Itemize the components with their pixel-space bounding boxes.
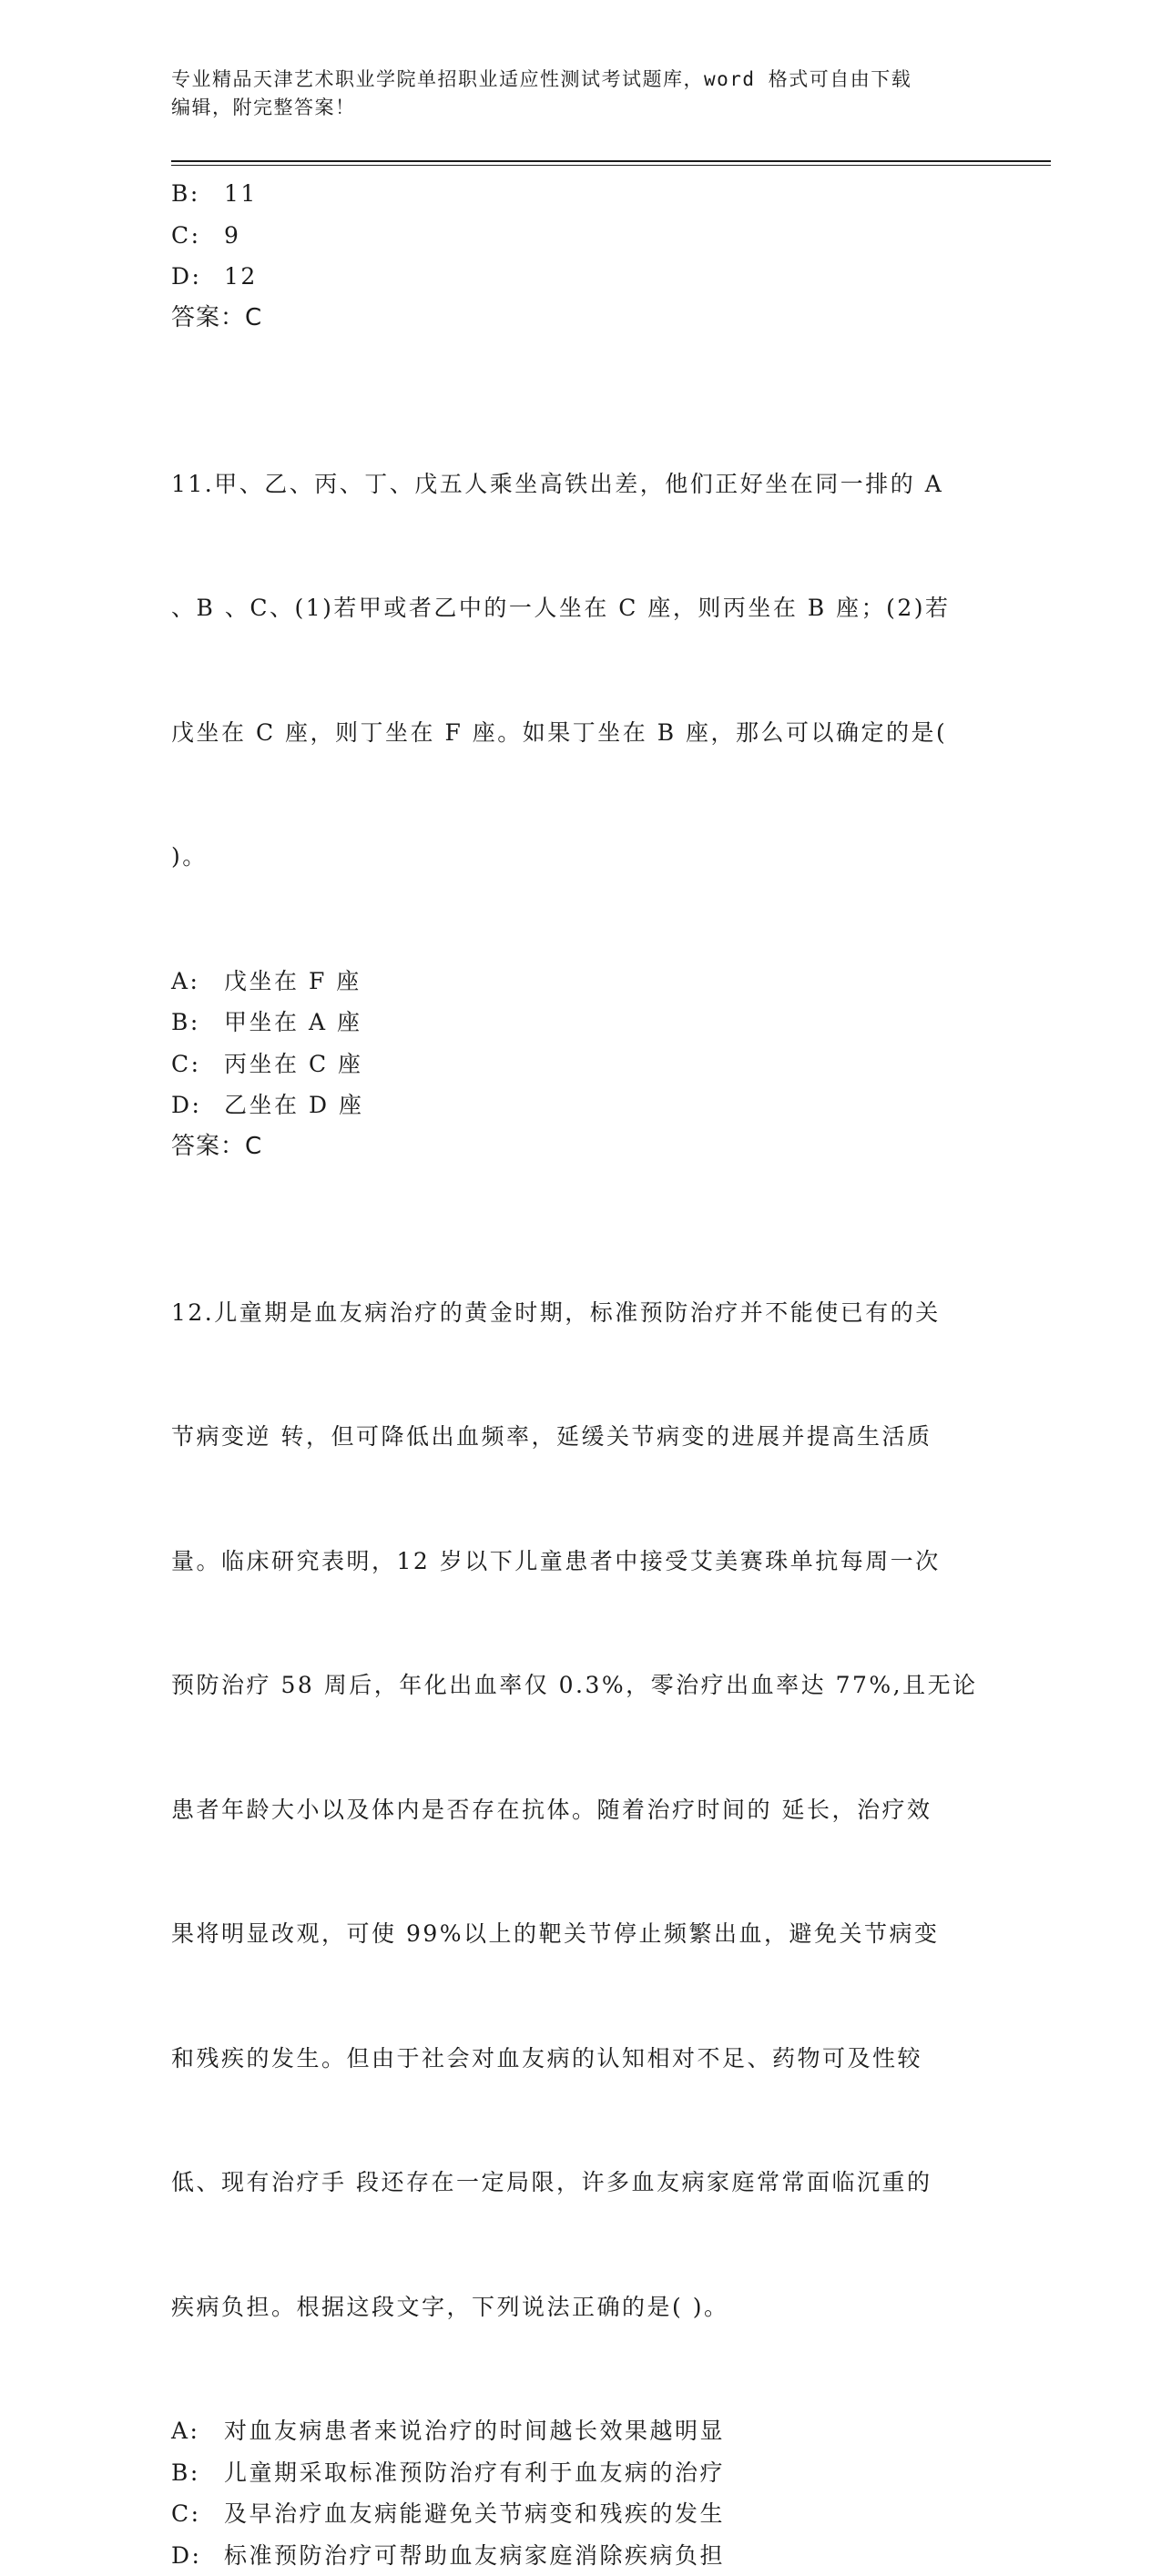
option-a: A: 戊坐在 F 座 xyxy=(171,961,973,1003)
header-line-1: 专业精品天津艺术职业学院单招职业适应性测试考试题库，word 格式可自由下载 xyxy=(171,66,991,94)
answer: 答案：C xyxy=(171,1126,973,1168)
question-stem: 11.甲、乙、丙、丁、戊五人乘坐高铁出差，他们正好坐在同一排的 A 、B 、C、(1)若甲或者乙中的一人坐在 C 座，则丙坐在 B 座；(2)若 戊坐在 C 座，则丁坐在 F 座。如果丁坐在 B 座，那么可以确定的是( )。 xyxy=(171,381,973,961)
question-stem: 12.儿童期是血友病治疗的黄金时期，标准预防治疗并不能使已有的关 节病变逆 转，但可降低出血频率，延缓关节病变的进展并提高生活质 量。临床研究表明，12 岁以下儿童患者中接受艾美赛珠单抗每周一次 预防治疗 58 周后，年化出血率仅 0.3%，零治疗出血率达 77%,且无论 患者年龄大小以及体内是否存在抗体。随着治疗时间的 延长，治疗效 果将明显改观，可使 99%以上的靶关节停止频繁出血，避免关节病变 和残疾的发生。但由于社会对血友病的认知相对不足、药物可及性较 低、现有治疗手 段还存在一定局限，许多血友病家庭常常面临沉重的 疾病负担。根据这段文字，下列说法正确的是( )。 xyxy=(171,1209,973,2411)
answer: 答案：C xyxy=(171,298,973,340)
question-12 xyxy=(171,1209,973,2576)
option-d: D: 12 xyxy=(171,256,973,298)
document-header xyxy=(171,66,991,122)
option-b: B: 甲坐在 A 座 xyxy=(171,1002,973,1044)
option-d: D: 标准预防治疗可帮助血友病家庭消除疾病负担 xyxy=(171,2535,973,2576)
option-c: C: 丙坐在 C 座 xyxy=(171,1044,973,1085)
option-d: D: 乙坐在 D 座 xyxy=(171,1084,973,1126)
question-11 xyxy=(171,381,973,1168)
header-line-2: 编辑，附完整答案！ xyxy=(171,94,991,122)
question-10 xyxy=(171,173,973,339)
header-rule-thin xyxy=(171,165,1051,166)
option-a: A: 对血友病患者来说治疗的时间越长效果越明显 xyxy=(171,2410,973,2452)
header-rule-thick xyxy=(171,160,1051,162)
option-c: C: 9 xyxy=(171,215,973,257)
option-c: C: 及早治疗血友病能避免关节病变和残疾的发生 xyxy=(171,2493,973,2535)
option-b: B: 儿童期采取标准预防治疗有利于血友病的治疗 xyxy=(171,2452,973,2494)
option-b: B: 11 xyxy=(171,173,973,215)
document-body xyxy=(171,173,973,2576)
